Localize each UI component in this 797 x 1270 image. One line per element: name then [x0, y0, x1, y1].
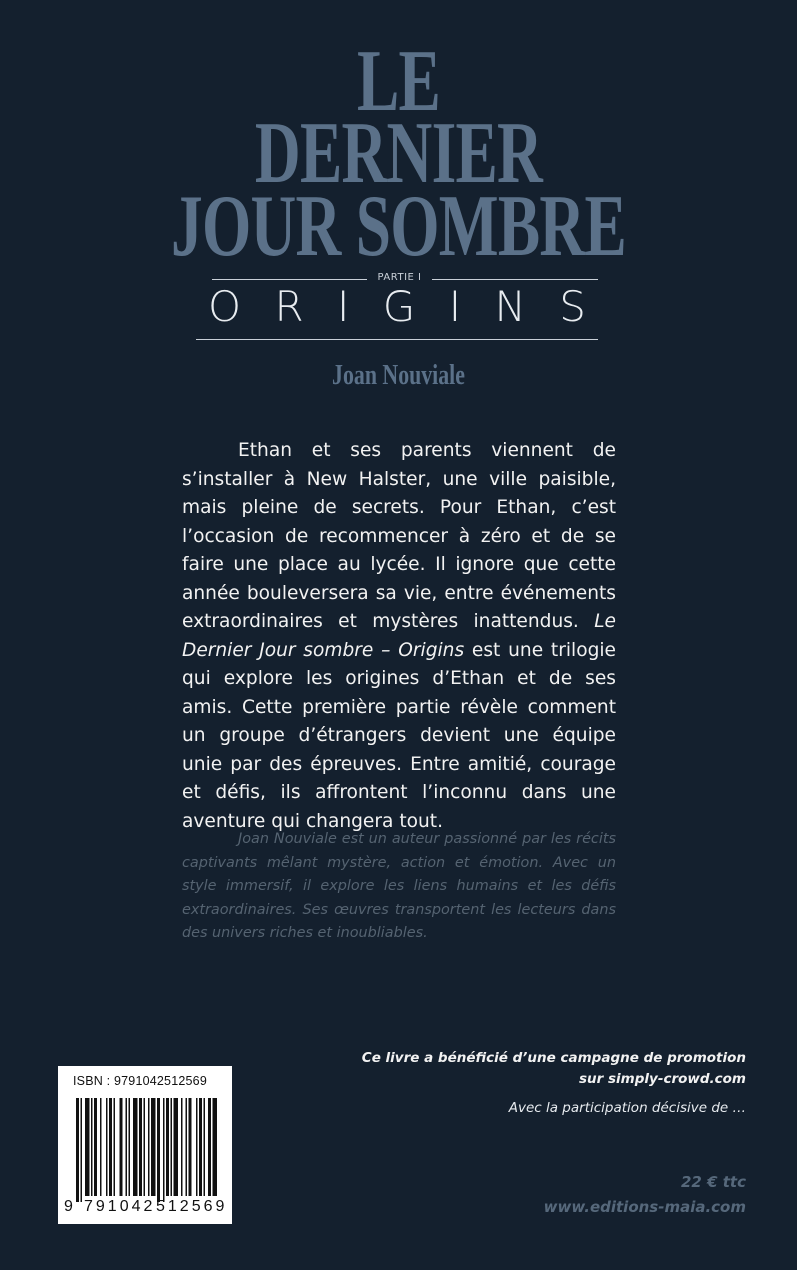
- barcode-bar: [196, 1098, 198, 1196]
- divider-right: [432, 279, 598, 280]
- barcode-bar: [139, 1098, 142, 1196]
- synopsis-text-1: Ethan et ses parents viennent de s’installer à New Halster, une ville paisible, mais pleine de secrets. Pour Ethan, c’est l’occasion de recommencer à zéro et de se faire une place au lycée. Il ignore que cette année bouleversera sa vie, entre événements extraordinaires et mystères inattendus.: [182, 440, 616, 632]
- barcode-bar: [204, 1098, 206, 1196]
- subtitle: [196, 284, 598, 330]
- barcode-bar: [181, 1098, 183, 1196]
- subtitle-letter: G: [382, 282, 416, 331]
- barcode-bar: [171, 1098, 173, 1196]
- barcode-digit-group: 791042: [84, 1198, 156, 1215]
- barcode-bar: [114, 1098, 116, 1196]
- barcode-bar: [91, 1098, 93, 1196]
- barcode-bar: [186, 1098, 188, 1196]
- barcode-bar: [100, 1098, 102, 1196]
- publisher-website: www.editions-maia.com: [543, 1198, 746, 1216]
- synopsis: [182, 437, 616, 836]
- barcode-bar: [157, 1098, 160, 1202]
- barcode-digit-group: 9: [64, 1198, 73, 1215]
- price: 22 € ttc: [681, 1173, 746, 1191]
- barcode-bar: [208, 1098, 211, 1196]
- barcode-bar: [213, 1098, 218, 1196]
- barcode-bar: [81, 1098, 83, 1202]
- barcode-bar: [133, 1098, 138, 1196]
- barcode-bar: [94, 1098, 97, 1196]
- barcode-digit-group: 512569: [156, 1198, 228, 1215]
- part-label: PARTIE I: [377, 272, 422, 283]
- divider-bottom: [196, 339, 598, 340]
- barcode-bar: [120, 1098, 123, 1196]
- isbn-label: ISBN : 9791042512569: [73, 1074, 207, 1088]
- subtitle-letter: R: [274, 282, 304, 331]
- barcode-bar: [126, 1098, 128, 1196]
- barcode-bar: [85, 1098, 90, 1196]
- participation-note: Avec la participation décisive de …: [508, 1100, 746, 1116]
- author-name: Joan Nouviale: [332, 360, 465, 391]
- subtitle-letter: O: [208, 282, 242, 331]
- subtitle-letter: N: [494, 282, 526, 331]
- subtitle-letter: S: [559, 282, 586, 331]
- synopsis-text-2: est une trilogie qui explore les origines d’Ethan et de ses amis. Cette première partie révèle comment un groupe d’étrangers devient une équipe unie par des épreuves. Entre amitié, courage et défis, ils affrontent l’inconnu dans une aventure qui changera tout.: [182, 639, 616, 832]
- barcode-bar: [166, 1098, 169, 1196]
- barcode-panel: [58, 1066, 232, 1224]
- barcode-bar: [163, 1098, 165, 1202]
- barcode-bar: [174, 1098, 179, 1196]
- barcode-bar: [148, 1098, 150, 1196]
- barcode-bar: [76, 1098, 79, 1202]
- barcode-bar: [109, 1098, 112, 1196]
- divider-left: [212, 279, 367, 280]
- promotion-line-2: sur simply-crowd.com: [579, 1071, 746, 1087]
- promotion-line-1: Ce livre a bénéficié d’une campagne de promotion: [361, 1050, 746, 1066]
- barcode-bar: [129, 1098, 131, 1196]
- title-line-3: JOUR SOMBRE: [170, 178, 626, 275]
- title-line-2: DERNIER: [254, 105, 543, 202]
- author-bio: Joan Nouviale est un auteur passionné par les récits captivants mêlant mystère, action et émotion. Avec un style immersif, il explore les liens humains et les défis extraordinaires. Ses œuvres transportent les lecteurs dans des univers riches et inoubliables.: [182, 831, 616, 941]
- barcode-bar: [199, 1098, 202, 1196]
- barcode-bar: [189, 1098, 192, 1196]
- barcode-bar: [144, 1098, 146, 1196]
- subtitle-letter: I: [448, 282, 462, 331]
- title-line-1: LE: [356, 33, 441, 130]
- subtitle-letter: I: [337, 282, 350, 331]
- synopsis-italic-title: Le Dernier Jour sombre – Origins: [182, 611, 616, 661]
- promotion-notice: [362, 1048, 746, 1090]
- barcode-bar: [151, 1098, 156, 1196]
- barcode-bar: [106, 1098, 108, 1196]
